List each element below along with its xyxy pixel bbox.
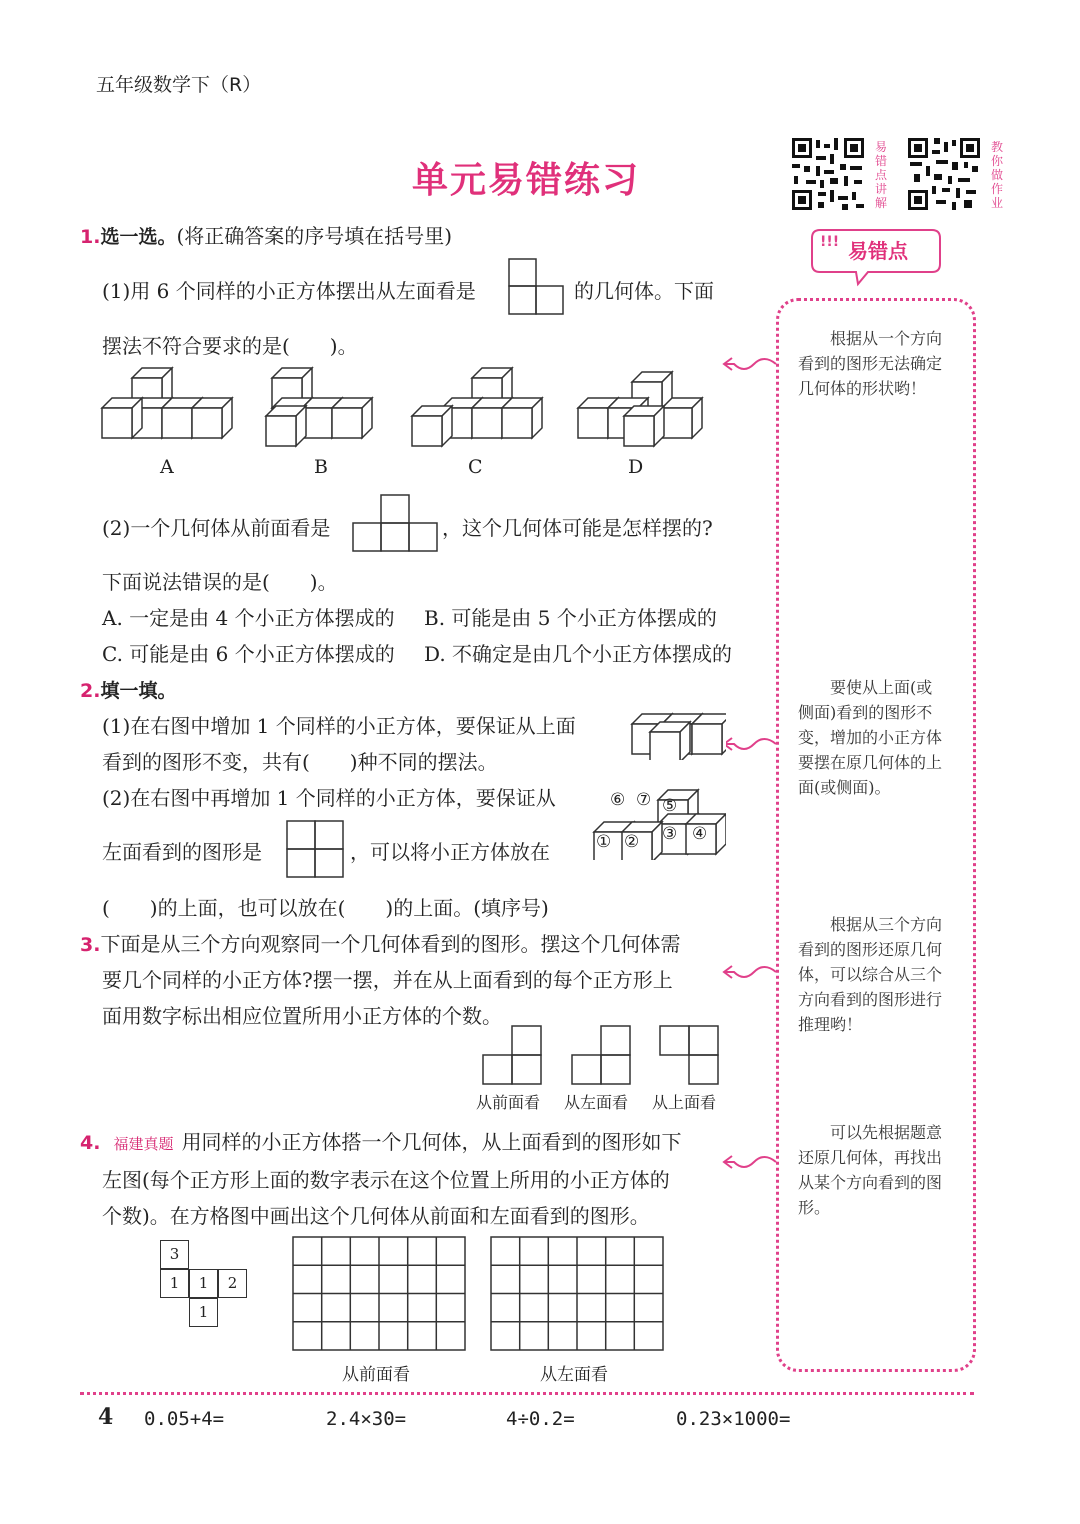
q2-line-4a: 左面看到的图形是 — [102, 840, 262, 864]
q1-head: 选一选。 — [100, 226, 177, 248]
choice-b: B. 可能是由 5 个小正方体摆成的 — [424, 606, 717, 630]
option-b-label: B — [314, 456, 328, 478]
circle-6: ⑥ — [610, 790, 626, 810]
grid-cell: 1 — [160, 1269, 189, 1298]
qr-label-2: 教 你 做 作 业 — [990, 140, 1003, 210]
circle-7: ⑦ — [636, 790, 652, 810]
q2-left-view-figure — [286, 820, 344, 878]
q4-line-2: 左图(每个正方形上面的数字表示在这个位置上所用的小正方体的 — [102, 1168, 670, 1192]
q3-top-view — [660, 1026, 718, 1084]
badge-label: 易错点 — [848, 239, 908, 263]
option-d-figure — [578, 372, 702, 446]
q1-part2-text-a: (2)一个几何体从前面看是 — [102, 516, 331, 540]
q3-line-3: 面用数字标出相应位置所用小正方体的个数。 — [102, 1004, 502, 1028]
calc-3: 4÷0.2= — [506, 1408, 575, 1430]
grid-cell: 1 — [189, 1298, 218, 1327]
q1-front-view-figure — [352, 494, 440, 552]
hint-note-4: 可以先根据题意还原几何体，再找出从某个方向看到的图形。 — [798, 1123, 943, 1217]
option-a-label: A — [160, 456, 174, 478]
choice-a: A. 一定是由 4 个小正方体摆成的 — [102, 606, 395, 630]
q3-label-front: 从前面看 — [476, 1093, 541, 1112]
qr-code-1[interactable] — [790, 136, 866, 212]
q2-line-5: ( )的上面，也可以放在( )的上面。(填序号) — [102, 896, 549, 920]
q2-line-1: (1)在右图中增加 1 个同样的小正方体，要保证从上面 — [102, 714, 576, 738]
page-number: 4 — [98, 1404, 114, 1430]
q4-heading — [80, 1126, 682, 1155]
q4-left-answer-grid[interactable] — [490, 1236, 666, 1352]
pointer-arrow-1 — [720, 352, 780, 376]
q2-figure-1 — [626, 710, 726, 760]
option-c-label: C — [468, 456, 483, 478]
q2-line-3: (2)在右图中再增加 1 个同样的小正方体，要保证从 — [102, 786, 556, 810]
choice-d: D. 不确定是由几个小正方体摆成的 — [424, 642, 733, 666]
grid-cell: 1 — [189, 1269, 218, 1298]
circle-4: ④ — [692, 824, 708, 844]
q3-left-view — [572, 1026, 630, 1084]
qr-label-1: 易 错 点 讲 解 — [874, 140, 887, 210]
q2-number: 2. — [80, 680, 101, 702]
q3-heading — [80, 928, 680, 957]
q1-number: 1. — [80, 226, 101, 248]
q3-line-1: 下面是从三个方向观察同一个几何体看到的图形。摆这个几何体需 — [100, 932, 681, 956]
option-c-figure — [412, 368, 542, 446]
q4-front-answer-grid[interactable] — [292, 1236, 468, 1352]
page-title: 单元易错练习 — [412, 160, 641, 201]
q1-part2-text-c: 下面说法错误的是( )。 — [102, 570, 338, 594]
grid-cell: 3 — [160, 1240, 189, 1269]
q2-line-4b: ，可以将小正方体放在 — [350, 840, 550, 864]
q4-line-1: 用同样的小正方体搭一个几何体，从上面看到的图形如下 — [181, 1130, 682, 1154]
q1-part1-text-b: 的几何体。下面 — [574, 279, 714, 303]
q4-source-tag: 福建真题 — [113, 1135, 174, 1153]
calc-2: 2.4×30= — [326, 1408, 407, 1430]
circle-1: ① — [596, 832, 612, 852]
hint-note-1: 根据从一个方向看到的图形无法确定几何体的形状哟！ — [798, 329, 943, 398]
pointer-arrow-3 — [720, 960, 780, 984]
q2-heading — [80, 676, 176, 703]
q4-number: 4. — [80, 1132, 101, 1154]
q1-part1-text-c: 摆法不符合要求的是( )。 — [102, 334, 358, 358]
q1-part1-text-a: (1)用 6 个同样的小正方体摆出从左面看是 — [102, 279, 476, 303]
q3-view-figures — [482, 1024, 722, 1086]
q4-label-front: 从前面看 — [342, 1365, 410, 1385]
q1-part2-text-b: ，这个几何体可能是怎样摆的? — [442, 516, 713, 540]
option-a-figure — [102, 368, 232, 438]
circle-3: ③ — [662, 824, 678, 844]
error-point-badge — [808, 224, 938, 274]
option-d-label: D — [628, 456, 644, 478]
q3-front-view — [483, 1026, 541, 1084]
hint-note-2: 要使从上面(或侧面)看到的图形不变，增加的小正方体要摆在原几何体的上面(或侧面)。 — [798, 678, 943, 797]
q1-left-view-figure — [508, 258, 564, 316]
calc-1: 0.05+4= — [144, 1408, 225, 1430]
calc-4: 0.23×1000= — [676, 1408, 791, 1430]
pointer-arrow-2 — [720, 732, 780, 756]
q4-label-left: 从左面看 — [540, 1365, 608, 1385]
q3-number: 3. — [80, 934, 101, 956]
grade-label: 五年级数学下（R） — [96, 74, 262, 96]
q2-head: 填一填。 — [100, 680, 177, 702]
pointer-arrow-4 — [720, 1150, 780, 1174]
q1-instruction: (将正确答案的序号填在括号里) — [176, 224, 453, 248]
option-b-figure — [266, 368, 372, 446]
footer-divider — [80, 1392, 974, 1395]
q2-line-2: 看到的图形不变，共有( )种不同的摆法。 — [102, 750, 498, 774]
q3-label-left: 从左面看 — [564, 1093, 629, 1112]
q3-line-2: 要几个同样的小正方体?摆一摆，并在从上面看到的每个正方形上 — [102, 968, 673, 992]
q4-line-3: 个数)。在方格图中画出这个几何体从前面和左面看到的图形。 — [102, 1204, 650, 1228]
q1-option-figures — [96, 364, 716, 450]
grid-cell: 2 — [218, 1269, 247, 1298]
qr-code-2[interactable] — [906, 136, 982, 212]
q4-top-view-grid — [160, 1240, 250, 1330]
circle-2: ② — [624, 832, 640, 852]
choice-c: C. 可能是由 6 个小正方体摆成的 — [102, 642, 395, 666]
svg-text:!!!: !!! — [820, 234, 840, 250]
q3-label-top: 从上面看 — [652, 1093, 717, 1112]
hint-note-3: 根据从三个方向看到的图形还原几何体，可以综合从三个方向看到的图形进行推理哟！ — [798, 915, 943, 1034]
circle-5: ⑤ — [662, 796, 678, 816]
q1-heading — [80, 220, 452, 249]
